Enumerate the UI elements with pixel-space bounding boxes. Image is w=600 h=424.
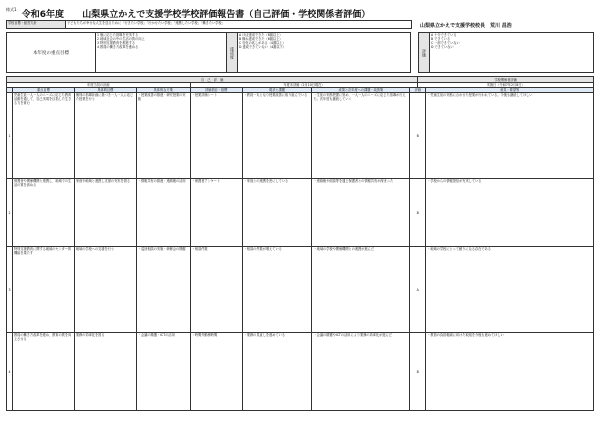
goal-bar-text: 子どもたちが幸せな人生を送るために「行きたい学校」「行かせたい学校」「連携したい学校」「働きたい学校」 [66, 21, 412, 29]
rating-item: B 概ね達成できた（6割以上） [239, 37, 283, 41]
row-target: 業務の効率化を図る [74, 333, 136, 411]
row-score: B [410, 179, 426, 247]
rating-item: A ほぼ達成できた（8割以上） [239, 33, 283, 37]
row-result: ・連絡帳や面談等を通じ保護者との情報共有が深まった [312, 179, 410, 247]
row-goal: 児童生徒一人一人のニーズに応じた教育活動を通して、自己実現を目指した生きる力を育む [12, 93, 74, 179]
eval-scale-table [418, 32, 594, 73]
row-indicator: ・授業評価シート [190, 93, 242, 179]
row-indicator: ・相談件数 [190, 247, 242, 333]
fiscal-year: 令和6年度 [21, 10, 64, 20]
priority-item: 4 教員の働き方改革を進める [97, 45, 139, 49]
priority-label: 本年度の重点目標 [7, 33, 96, 73]
eval-item: B できている [431, 37, 451, 41]
col-target: 具体的目標 [74, 88, 136, 93]
table-row [7, 247, 594, 333]
row-result: ・生徒の実態把握に努め、一人一人のニーズに応じた指導が行えた。次年度も継続していく [312, 93, 410, 179]
priority-table [6, 32, 411, 73]
eval-label: 評価 [419, 33, 430, 73]
row-opinion: ・学校からの情報発信が充実している [426, 179, 594, 247]
form-label: 様式1 [6, 7, 17, 12]
eval-item: A 十分できている [431, 33, 457, 37]
evaluation-table [6, 76, 594, 411]
row-number: 1 [7, 93, 13, 179]
col-indicator: 評価項目・指標 [190, 88, 242, 93]
school-name: 山梨県立かえで支援学校校長 荒川 昌浩 [420, 23, 512, 29]
table-row [7, 93, 594, 179]
goal-bar [6, 20, 412, 29]
goal-bar-label: 学校目標・経営方針 [7, 21, 66, 29]
priority-item: 3 特別支援教育を推進する [97, 41, 136, 45]
priority-item: 2 地域社会の中の生活の質の向上 [97, 37, 145, 41]
eval-list [430, 33, 594, 73]
school-eval-date: 実施日（令和7年2月8日） [418, 83, 594, 88]
eval-item: C 一部できていない [431, 41, 460, 45]
row-target: 家庭や地域と連携し支援の充実を図る [74, 179, 136, 247]
row-score: B [410, 93, 426, 179]
row-target: 地域の学校への支援を行う [74, 247, 136, 333]
priority-list [96, 33, 227, 73]
col-opinion: 意見・要望等 [426, 88, 594, 93]
row-indicator: ・時間外勤務時間 [190, 333, 242, 411]
eval-item: D できていない [431, 45, 454, 49]
row-number: 4 [7, 333, 13, 411]
row-number: 3 [7, 247, 13, 333]
rating-item: D 達成できていない（4割以下） [239, 45, 286, 49]
row-opinion: ・児童生徒の実態に合わせた授業が行われている。今後も継続してほしい [426, 93, 594, 179]
rating-label: 達成度 [227, 33, 238, 73]
row-measure: ・巡回相談の実施・研修会の開催 [136, 247, 190, 333]
col-measure: 具体的な方策 [136, 88, 190, 93]
rating-list [238, 33, 411, 73]
table-row [7, 179, 594, 247]
school-eval-heading: 学校関係者評価 [418, 77, 594, 83]
row-measure: ・会議の精選・ICTの活用 [136, 333, 190, 411]
row-goal: 特別支援教育に関する地域のセンター的機能を果たす [12, 247, 74, 333]
row-indicator: ・保護者アンケート [190, 179, 242, 247]
priority-item: 1 個に応じた指導を充実する [97, 33, 139, 37]
report-header [6, 7, 370, 20]
row-result: ・会議の精選やICTの活用により業務の効率化が進んだ [312, 333, 410, 411]
col-status: 現状と課題 [242, 88, 312, 93]
row-opinion: ・地域の学校にとって頼りになる存在である [426, 247, 594, 333]
row-score: B [410, 333, 426, 411]
row-status: ・相談の件数が増えている [242, 247, 312, 333]
row-result: ・地域の学校や関係機関との連携が進んだ [312, 247, 410, 333]
row-opinion: ・教員の負担軽減に向けた取組を今後も進めてほしい [426, 333, 594, 411]
self-eval-heading: 自 己 評 価 [7, 77, 418, 83]
plan-heading: 年度当初の計画 [7, 83, 191, 88]
row-status: ・家庭との連携を密にしている [242, 179, 312, 247]
row-goal: 教員の働き方改革を進め、教育の質を向上させる [12, 333, 74, 411]
col-result: 成果と次年度への課題・改善策 [312, 88, 410, 93]
row-status: ・業務の見直しを進めている [242, 333, 312, 411]
row-score: A [410, 247, 426, 333]
col-goal: 重点目標 [12, 88, 74, 93]
row-measure: ・授業改善の推進・研究授業の実施 [136, 93, 190, 179]
row-target: 個別の指導計画に基づき一人一人に応じた授業を行う [74, 93, 136, 179]
col-score: 評価 [410, 88, 426, 93]
row-goal: 保護者や関係機関と連携し、地域での生活の質を高める [12, 179, 74, 247]
results-heading: 年度末評価（2月10日現在） [190, 83, 418, 88]
page-title: 山梨県立かえで支援学校学校評価報告書（自己評価・学校関係者評価） [82, 10, 371, 20]
row-number: 2 [7, 179, 13, 247]
rating-item: C 変化の兆しがある（4割以上） [239, 41, 286, 45]
table-row [7, 333, 594, 411]
row-status: ・教員一丸となり授業改善に取り組んでいる [242, 93, 312, 179]
row-measure: ・情報共有の推進・連絡帳の活用 [136, 179, 190, 247]
